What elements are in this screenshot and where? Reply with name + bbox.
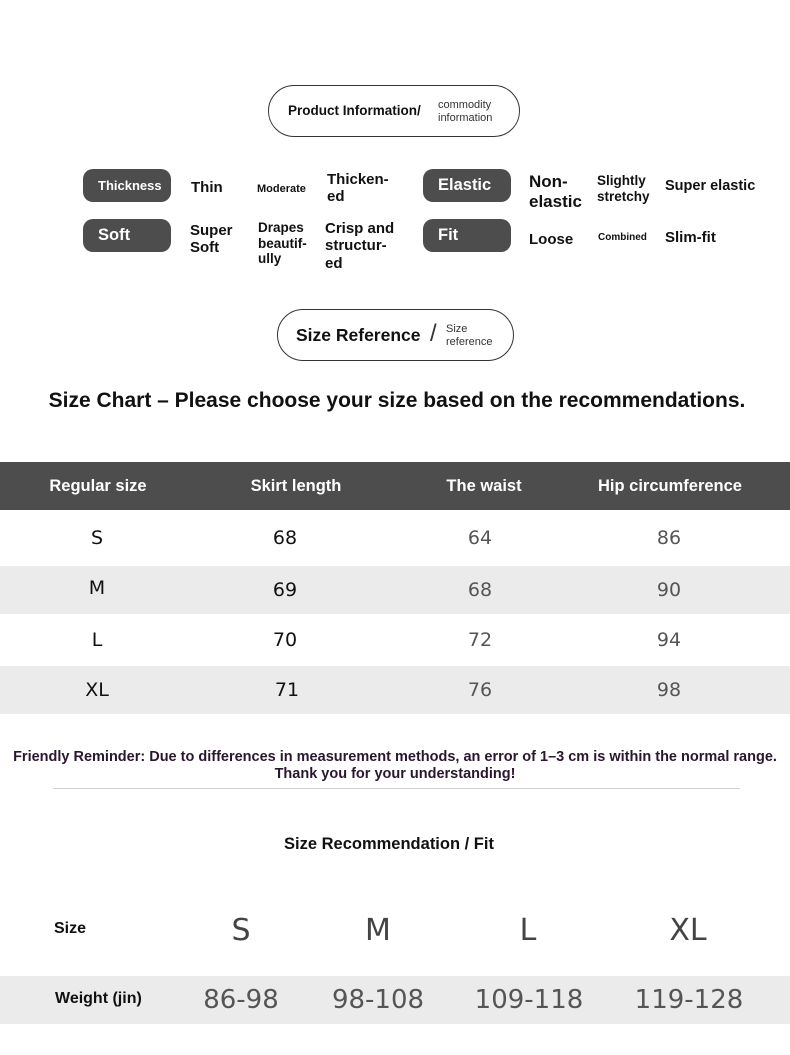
cell-skirt-length: 70 (272, 629, 298, 651)
cell-hip: 94 (656, 629, 682, 651)
thickness-option-thickened: Thicken- ed (327, 171, 389, 206)
divider (53, 788, 740, 789)
size-reference-slash: / (430, 320, 437, 347)
header-hip: Hip circumference (598, 477, 742, 495)
friendly-reminder (0, 749, 790, 783)
cell-skirt-length: 69 (272, 579, 298, 601)
fit-tag (423, 219, 511, 252)
cell-skirt-length: 71 (274, 679, 300, 701)
elastic-option-slightly-stretchy: Slightly stretchy (597, 173, 650, 204)
size-reference-subtitle (446, 323, 492, 348)
product-info-sub-line2: information (438, 111, 493, 124)
weight-row-label: Weight (jin) (55, 990, 142, 1007)
thickness-tag (83, 169, 171, 202)
soft-tag (83, 219, 171, 252)
reminder-line1: Friendly Reminder: Due to differences in measurement methods, an error of 1–3 cm is within the normal range. (13, 749, 777, 765)
size-reference-sub-line1: Size (446, 323, 468, 335)
thickness-option-thin: Thin (191, 179, 223, 196)
cell-hip: 90 (656, 579, 682, 601)
cell-waist: 64 (467, 527, 493, 549)
size-reference-pill (277, 309, 514, 361)
cell-size: S (90, 527, 104, 549)
soft-option-drapes: Drapes beautif- ully (258, 220, 307, 267)
soft-label: Soft (98, 226, 131, 244)
elastic-tag (423, 169, 511, 202)
rec-weight-m: 98-108 (331, 985, 425, 1015)
table-row (0, 566, 790, 614)
reminder-line2: Thank you for your understanding! (274, 766, 516, 782)
product-info-subtitle (438, 99, 492, 124)
size-recommendation-title: Size Recommendation / Fit (284, 835, 494, 853)
cell-size: L (91, 629, 103, 651)
cell-size: M (88, 577, 106, 599)
header-skirt-length: Skirt length (250, 477, 342, 495)
cell-skirt-length: 68 (272, 527, 298, 549)
elastic-option-non-elastic: Non- elastic (529, 172, 582, 211)
fit-option-loose: Loose (529, 231, 574, 248)
rec-weight-s: 86-98 (203, 985, 279, 1015)
fit-option-slim-fit: Slim-fit (665, 229, 716, 246)
cell-waist: 72 (467, 629, 493, 651)
thickness-option-moderate: Moderate (257, 183, 306, 195)
rec-size-s: S (231, 913, 251, 948)
cell-hip: 98 (656, 679, 682, 701)
cell-waist: 76 (467, 679, 493, 701)
soft-option-super-soft: Super Soft (190, 222, 233, 257)
header-regular-size: Regular size (49, 477, 147, 495)
size-table (0, 462, 790, 714)
size-row-label: Size (54, 920, 87, 937)
size-table-header (0, 462, 790, 510)
table-row (0, 510, 790, 566)
product-info-pill (268, 85, 520, 137)
size-reference-title: Size Reference (296, 325, 421, 345)
rec-weight-l: 109-118 (474, 985, 584, 1015)
product-info-sub-line1: commodity (438, 99, 492, 111)
elastic-label: Elastic (438, 176, 492, 194)
size-reference-sub-line2: reference (446, 335, 493, 348)
fit-label: Fit (438, 226, 459, 244)
size-chart-heading: Size Chart – Please choose your size based on the recommendations. (48, 389, 746, 412)
rec-size-xl: XL (669, 913, 707, 948)
table-row (0, 614, 790, 666)
cell-hip: 86 (656, 527, 682, 549)
rec-size-m: M (365, 913, 391, 948)
rec-size-l: L (519, 913, 537, 948)
soft-option-crisp: Crisp and structur- ed (325, 220, 395, 272)
table-row (0, 666, 790, 714)
elastic-option-super-elastic: Super elastic (665, 178, 756, 194)
rec-weight-xl: 119-128 (634, 985, 744, 1015)
header-waist: The waist (446, 477, 522, 495)
cell-size: XL (85, 679, 109, 701)
product-info-title: Product Information/ (288, 103, 421, 118)
cell-waist: 68 (467, 579, 493, 601)
thickness-label: Thickness (98, 178, 162, 193)
fit-option-combined: Combined (598, 232, 647, 243)
